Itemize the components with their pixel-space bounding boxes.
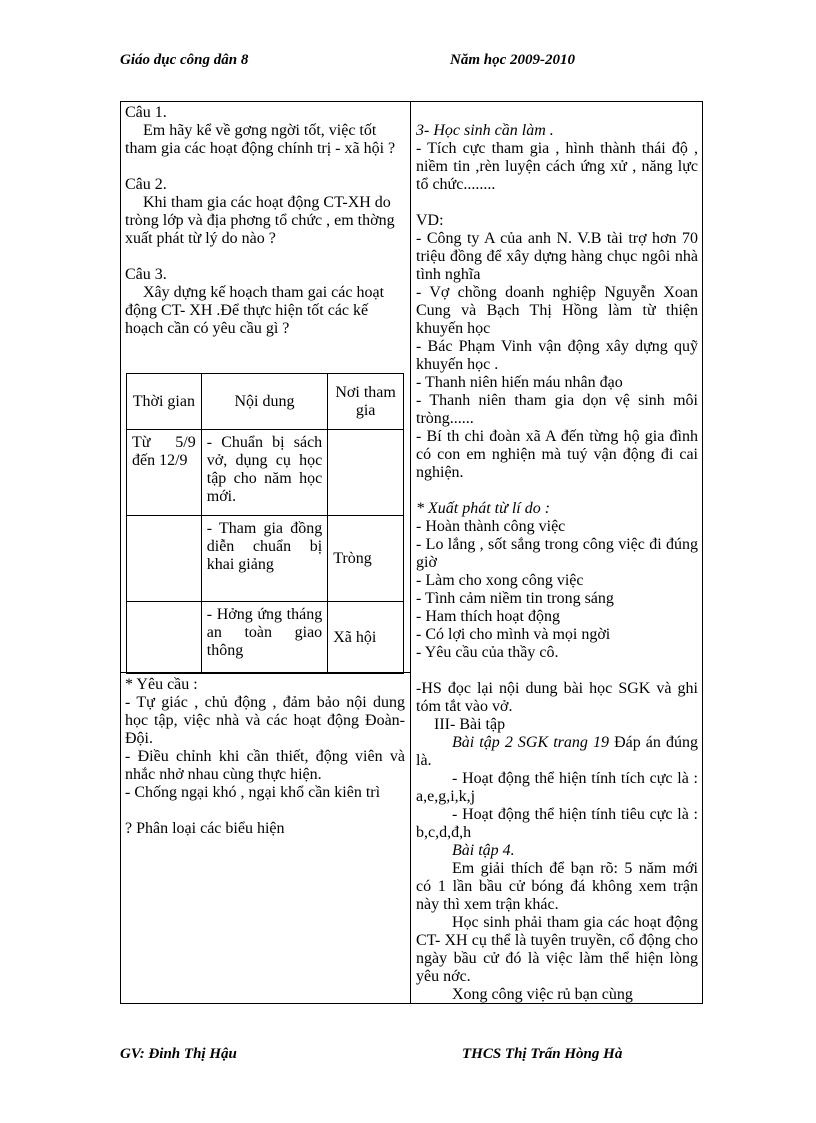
req-title: * Yêu cầu : <box>125 676 198 693</box>
reason-item: - Có lợi cho mình và mọi ngời <box>416 626 611 643</box>
table-header-cell: Nội dung <box>201 374 327 430</box>
table-cell <box>127 516 202 602</box>
reason-item: - Hoàn thành công việc <box>416 518 566 535</box>
ex2-label: Bài tập 2 SGK trang 19 <box>452 734 609 751</box>
table-cell: Từ 5/9 đến 12/9 <box>127 430 202 516</box>
table-cell: Tròng <box>328 516 404 602</box>
footer-left: GV: Đinh Thị Hậu <box>120 1046 237 1062</box>
table-cell <box>127 602 202 674</box>
plan-table <box>126 373 404 674</box>
reason-item: - Yêu cầu của thầy cô. <box>416 644 559 661</box>
q2-title: Câu 2. <box>125 176 167 193</box>
q2-text: Khi tham gia các hoạt động CT-XH do tròng lớp và địa phơng tổ chức , em thờng xuất phát từ lý do nào ? <box>125 194 395 247</box>
q1-title: Câu 1. <box>125 104 167 121</box>
table-row <box>127 602 404 674</box>
section3-text: - Tích cực tham gia , hình thành thái độ , niềm tin ,rèn luyện cách ứng xử , năng lực tổ chức........ <box>416 140 698 193</box>
vd-item: - Thanh niên hiến máu nhân đạo <box>416 374 623 391</box>
reason-item: - Làm cho xong công việc <box>416 572 584 589</box>
reread-note: -HS đọc lại nội dung bài học SGK và ghi tóm tắt vào vở. <box>416 680 698 715</box>
req-item: - Điều chỉnh khi cần thiết, động viên và nhắc nhở nhau cùng thực hiện. <box>125 748 405 783</box>
q3-text: Xây dựng kế hoạch tham gai các hoạt động CT- XH .Để thực hiện tốt các kế hoạch cần có yêu cầu gì ? <box>125 284 385 337</box>
ex4-paragraph: Xong công việc rủ bạn cùng <box>452 986 633 1003</box>
table-cell: - Tham gia đồng diễn chuẩn bị khai giảng <box>201 516 327 602</box>
exercise-2 <box>416 734 698 770</box>
section3-title: 3- Học sinh cần làm . <box>416 122 554 139</box>
reason-item: - Lo lắng , sốt sắng trong công việc đi đúng giờ <box>416 536 698 571</box>
classify-prompt: ? Phân loại các biểu hiện <box>125 820 285 837</box>
footer-right: THCS Thị Trấn Hòng Hà <box>462 1046 623 1062</box>
req-item: - Tự giác , chủ động , đảm bảo nội dung học tập, việc nhà và các hoạt động Đoàn- Đội. <box>125 694 405 747</box>
vd-item: - Thanh niên tham gia dọn vệ sinh môi tròng...... <box>416 392 698 427</box>
req-item: - Chống ngại khó , ngại khổ cần kiên trì <box>125 784 381 801</box>
table-cell: - Chuẩn bị sách vở, dụng cụ học tập cho năm học mới. <box>201 430 327 516</box>
ex2-negative: - Hoạt động thể hiện tính tiêu cực là : b,c,d,đ,h <box>416 806 698 841</box>
ex2-suffix: Đáp án đúng là. <box>416 734 698 769</box>
table-row <box>127 430 404 516</box>
exercise-heading: III- Bài tập <box>434 716 506 733</box>
requirements-block <box>125 676 405 838</box>
vd-label: VD: <box>416 212 444 229</box>
reason-item: - Tình cảm niềm tin trong sáng <box>416 590 614 607</box>
vd-item: - Công ty A của anh N. V.B tài trợ hơn 70 triệu đồng để xây dựng hàng chục ngôi nhà tình nghĩa <box>416 230 698 283</box>
table-cell <box>328 430 404 516</box>
q1-text: Em hãy kể về gơng ngời tốt, việc tốt tham gia các hoạt động chính trị - xã hội ? <box>125 122 396 157</box>
reason-item: - Ham thích hoạt động <box>416 608 560 625</box>
ex2-positive: - Hoạt động thể hiện tính tích cực là : a,e,g,i,k,j <box>416 770 698 805</box>
vd-item: - Bác Phạm Vinh vận động xây dựng quỹ khuyến học . <box>416 338 698 373</box>
vd-item: - Bí th chi đoàn xã A đến từng hộ gia đình có con em nghiện mà tuý vận động đi cai nghiện. <box>416 428 698 481</box>
table-header-row <box>127 374 404 430</box>
left-column <box>125 104 405 338</box>
column-divider <box>410 101 411 1004</box>
table-header-cell: Nơi tham gia <box>328 374 404 430</box>
table-bottom-rule <box>120 672 410 673</box>
right-column <box>416 122 698 1004</box>
ex4-paragraph: Học sinh phải tham gia các hoạt động CT- XH cụ thể là tuyên truyền, cổ động cho ngày bầu cử đó là việc làm thể hiện lòng yêu nớc. <box>416 914 698 985</box>
table-cell: - Hởng ứng tháng an toàn giao thông <box>201 602 327 674</box>
table-cell: Xã hội <box>328 602 404 674</box>
vd-item: - Vợ chồng doanh nghiệp Nguyễn Xoan Cung và Bạch Thị Hồng làm từ thiện khuyến học <box>416 284 698 337</box>
ex4-paragraph: Em giải thích để bạn rõ: 5 năm mới có 1 lần bầu cử bóng đá không xem trận này thì xem trận khác. <box>416 860 698 913</box>
ex4-label: Bài tập 4. <box>452 842 515 859</box>
header-left: Giáo dục công dân 8 <box>120 52 249 68</box>
reasons-title: * Xuất phát từ lí do : <box>416 500 551 517</box>
header-right: Năm học 2009-2010 <box>450 52 575 68</box>
table-row <box>127 516 404 602</box>
table-header-cell: Thời gian <box>127 374 202 430</box>
q3-title: Câu 3. <box>125 266 167 283</box>
